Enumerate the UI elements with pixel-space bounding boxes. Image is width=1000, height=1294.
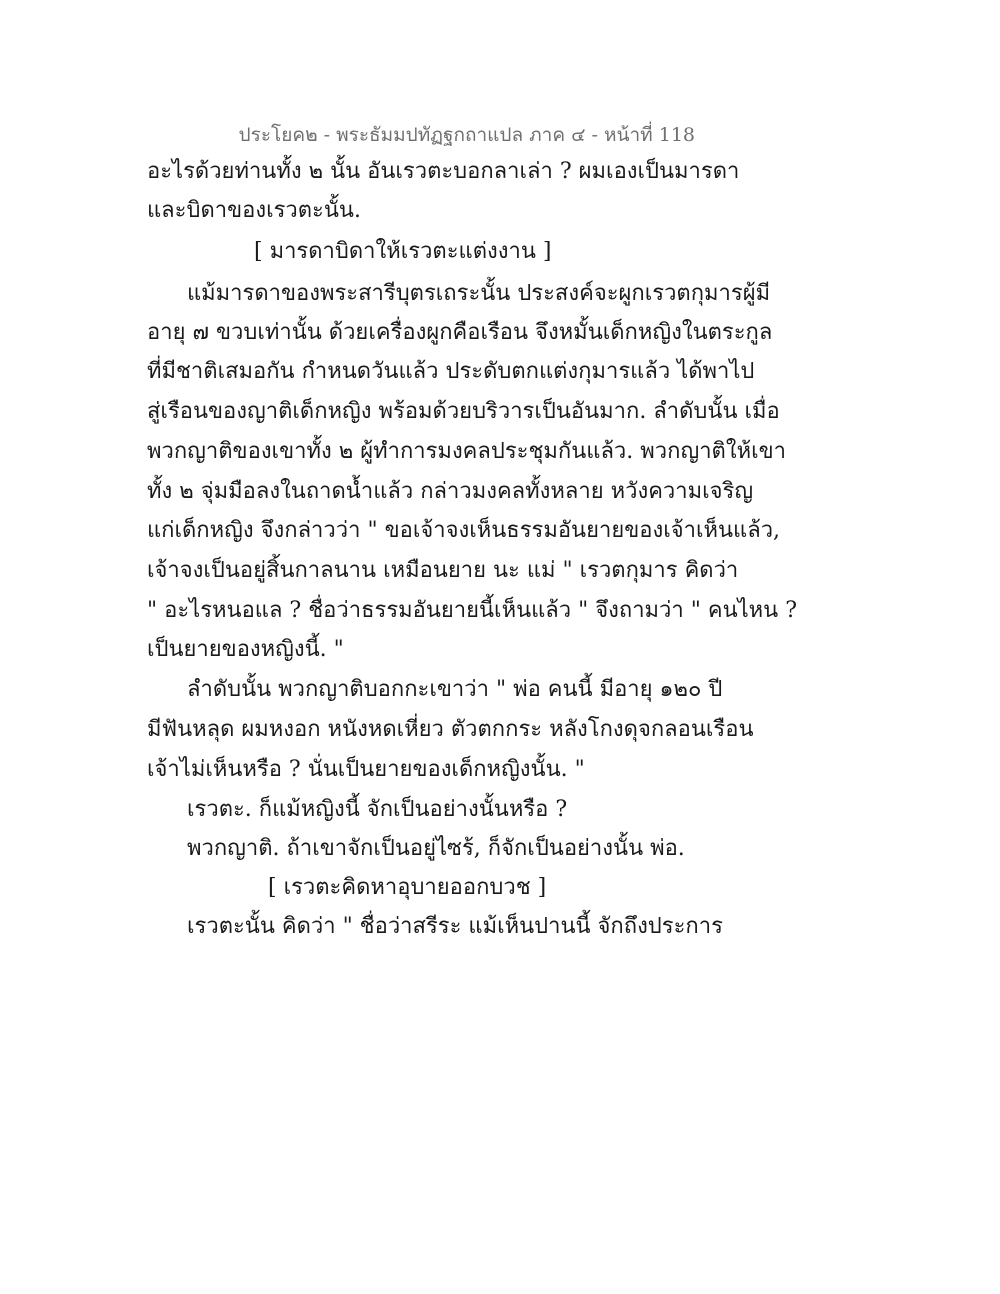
- text-line: ทั้ง ๒ จุ่มมือลงในถาดน้ำแล้ว กล่าวมงคลทั้งหลาย หวังความเจริญ: [147, 479, 754, 504]
- text-line: เป็นยายของหญิงนี้. ": [147, 637, 344, 662]
- text-line: มีฟันหลุด ผมหงอก หนังหดเหี่ยว ตัวตกกระ หลังโกงดุจกลอนเรือน: [147, 717, 754, 742]
- dialogue-line: เรวตะ. ก็แม้หญิงนี้ จักเป็นอย่างนั้นหรือ ?: [187, 797, 568, 822]
- text-line: เจ้าไม่เห็นหรือ ? นั่นเป็นยายของเด็กหญิงนั้น. ": [147, 757, 585, 782]
- text-line: สู่เรือนของญาติเด็กหญิง พร้อมด้วยบริวารเป็นอันมาก. ลำดับนั้น เมื่อ: [147, 399, 780, 424]
- running-header: ประโยค๒ - พระธัมมปทัฏฐกถาแปล ภาค ๔ - หน้าที่ 118: [238, 124, 695, 146]
- section-heading: [ เรวตะคิดหาอุบายออกบวช ]: [268, 875, 547, 900]
- dialogue-line: พวกญาติ. ถ้าเขาจักเป็นอยู่ไซร้, ก็จักเป็นอย่างนั้น พ่อ.: [187, 836, 685, 861]
- text-line: เจ้าจงเป็นอยู่สิ้นกาลนาน เหมือนยาย นะ แม่ " เรวตกุมาร คิดว่า: [147, 558, 739, 583]
- paragraph-first-line: ลำดับนั้น พวกญาติบอกกะเขาว่า " พ่อ คนนี้ มีอายุ ๑๒๐ ปี: [187, 677, 723, 702]
- text-line: แก่เด็กหญิง จึงกล่าวว่า " ขอเจ้าจงเห็นธรรมอันยายของเจ้าเห็นแล้ว,: [147, 518, 781, 543]
- text-line: ที่มีชาติเสมอกัน กำหนดวันแล้ว ประดับตกแต่งกุมารแล้ว ได้พาไป: [147, 359, 755, 384]
- paragraph-first-line: เรวตะนั้น คิดว่า " ชื่อว่าสรีระ แม้เห็นปานนี้ จักถึงประการ: [187, 914, 723, 939]
- text-line: อายุ ๗ ขวบเท่านั้น ด้วยเครื่องผูกคือเรือน จึงหมั้นเด็กหญิงในตระกูล: [147, 320, 773, 345]
- section-heading: [ มารดาบิดาให้เรวตะแต่งงาน ]: [254, 239, 552, 264]
- paragraph-first-line: แม้มารดาของพระสารีบุตรเถระนั้น ประสงค์จะผูกเรวตกุมารผู้มี: [187, 281, 771, 306]
- text-line: " อะไรหนอแล ? ชื่อว่าธรรมอันยายนี้เห็นแล้ว " จึงถามว่า " คนไหน ?: [147, 598, 798, 623]
- text-line: อะไรด้วยท่านทั้ง ๒ นั้น อันเรวตะบอกลาเล่า ? ผมเองเป็นมารดา: [147, 159, 740, 184]
- text-line: และบิดาของเรวตะนั้น.: [147, 198, 361, 223]
- text-line: พวกญาติของเขาทั้ง ๒ ผู้ทำการมงคลประชุมกันแล้ว. พวกญาติให้เขา: [147, 439, 786, 464]
